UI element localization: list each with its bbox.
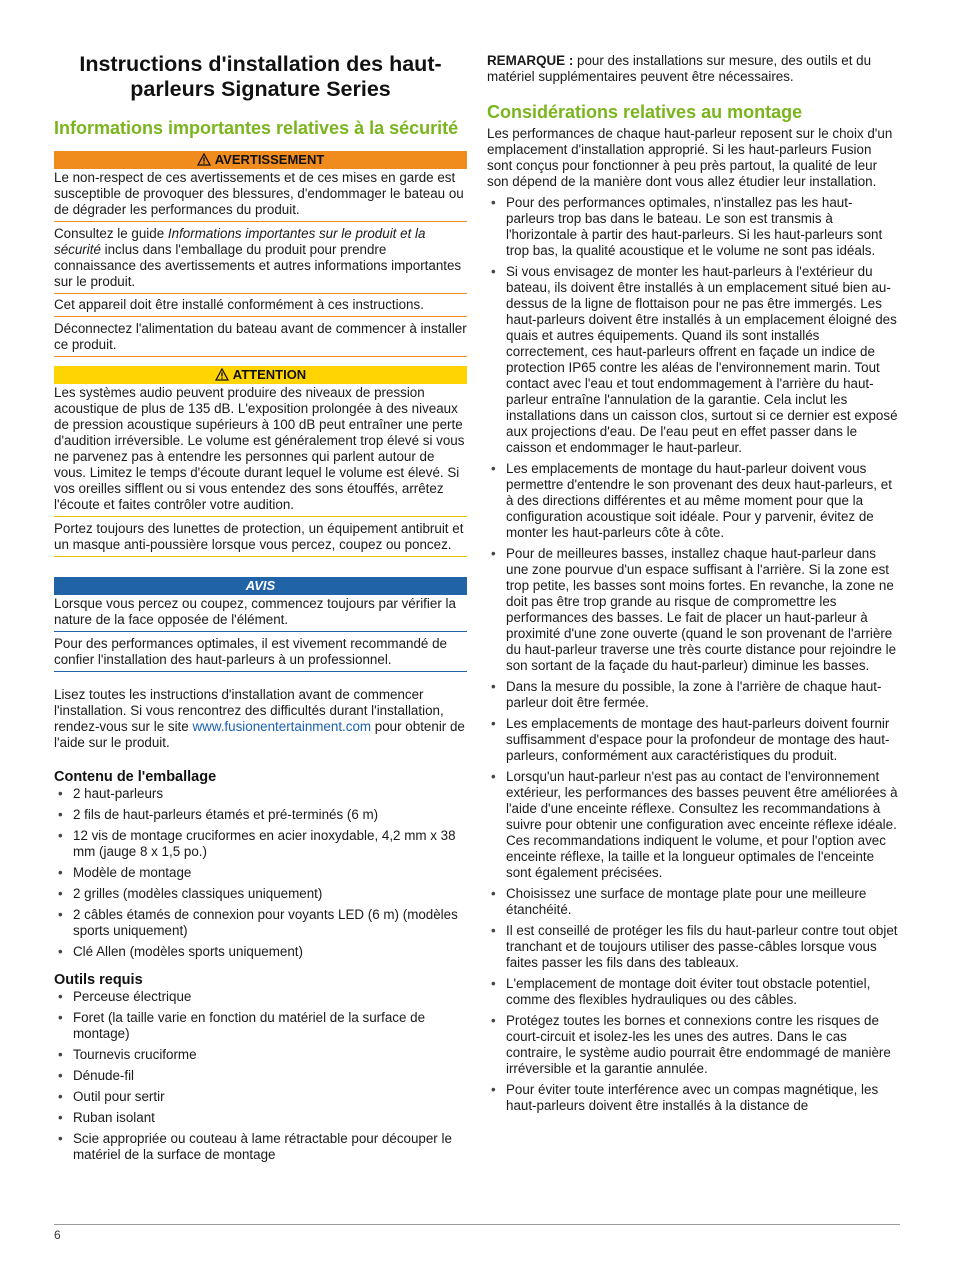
warning-label: AVERTISSEMENT <box>214 152 325 167</box>
remark-label: REMARQUE : <box>487 53 574 68</box>
tools-list <box>54 989 467 1163</box>
list-item: • Pour de meilleures basses, installez chaque haut-parleur dans une zone pourvue d'un espace suffisant à l'arrière. Si la zone est trop petite, les basses sont moins fortes. En revanche, la zone ne doit pas être trop grande au risque de compromettre les performances des basses. Le fait de placer un haut-parleur à proximité d'une zone ouverte (quand le son provenant de l'arrière du haut-parleur traverse une très courte distance pour rejoindre le son sortant de la façade du haut-parleur) diminue les basses. <box>487 546 900 674</box>
notice-bar <box>54 577 467 595</box>
mounting-heading: Considérations relatives au montage <box>487 102 803 122</box>
list-item: • Les emplacements de montage du haut-parleur doivent vous permettre d'entendre le son provenant des deux haut-parleurs, et à des directions différentes et au même moment pour que la configuration acoustique soit idéale. Pour y parvenir, évitez de monter les haut-parleurs côte à côte. <box>487 461 900 541</box>
list-item: • Foret (la taille varie en fonction du matériel de la surface de montage) <box>54 1010 467 1042</box>
page-number: 6 <box>54 1228 61 1242</box>
page-title: Instructions d'installation des haut-parleurs Signature Series <box>79 52 442 101</box>
list-item: • Dénude-fil <box>54 1068 467 1084</box>
list-item: • Outil pour sertir <box>54 1089 467 1105</box>
warning-triangle-icon <box>197 153 211 166</box>
list-item: • Les emplacements de montage des haut-parleurs doivent fournir suffisamment d'espace pour la profondeur de montage des haut-parleurs, conformément aux caractéristiques du produit. <box>487 716 900 764</box>
tools-heading: Outils requis <box>54 972 143 988</box>
list-item: • 2 câbles étamés de connexion pour voyants LED (6 m) (modèles sports uniquement) <box>54 907 467 939</box>
safety-heading: Informations importantes relatives à la sécurité <box>54 118 459 138</box>
list-item: • Lorsqu'un haut-parleur n'est pas au contact de l'environnement extérieur, les performances des basses peuvent être améliorées à l'aide d'une enceinte réflexe. Consultez les recommandations à suivre pour obtenir une configuration avec enceinte réflexe idéale. Ces recommandations indiquent le volume, et pour l'option avec enceinte réflexe, la taille et la longueur optimales de l'enceinte sont également précisées. <box>487 769 900 881</box>
list-item: • 2 fils de haut-parleurs étamés et pré-terminés (6 m) <box>54 807 467 823</box>
safety-section <box>54 118 467 1168</box>
list-item: • Il est conseillé de protéger les fils du haut-parleur contre tout objet tranchant et de toujours utiliser des passe-câbles lorsque vous faites passer les fils dans des tableaux. <box>487 923 900 971</box>
warning-para-3: Déconnectez l'alimentation du bateau avant de commencer à installer ce produit. <box>54 317 467 357</box>
intro-paragraph: Lisez toutes les instructions d'installation avant de commencer l'installation. Si vous rencontrez des difficultés durant l'installation, rendez-vous sur le site www.fusionentertainment.com pour obtenir de l'aide sur le produit. <box>54 687 465 750</box>
caution-label: ATTENTION <box>232 367 307 382</box>
warning-para-2: Cet appareil doit être installé conformément à ces instructions. <box>54 294 467 317</box>
mounting-list <box>487 195 900 1114</box>
notice-para-2: Pour des performances optimales, il est vivement recommandé de confier l'installation des haut-parleurs à un professionnel. <box>54 632 467 672</box>
notice-label: AVIS <box>245 578 276 593</box>
notice-para-1: Lorsque vous percez ou coupez, commencez toujours par vérifier la nature de la face opposée de l'élément. <box>54 595 467 632</box>
warning-bar <box>54 151 467 169</box>
package-list <box>54 786 467 960</box>
mounting-intro: Les performances de chaque haut-parleur reposent sur le choix d'un emplacement d'installation approprié. Si les haut-parleurs Fusion sont conçus pour fonctionner à peu près partout, la qualité de leur son dépend de la manière dont vous allez étudier leur installation. <box>487 126 893 189</box>
warning-para-1: Le non-respect de ces avertissements et de ces mises en garde est susceptible de provoquer des blessures, d'endommager le bateau ou de dégrader les performances du produit. <box>54 169 467 222</box>
list-item: • Si vous envisagez de monter les haut-parleurs à l'extérieur du bateau, ils doivent être installés à un emplacement situé bien au-dessus de la ligne de flottaison pour ne pas être immergés. Les haut-parleurs doivent être installés à un emplacement éloigné des quais et autres équipements. Quand ils sont installés correctement, ces haut-parleurs offrent en façade un indice de protection IP65 contre les aléas de l'environnement marin. Tout contact avec l'eau et tout endommagement à l'arrière du haut-parleur entraîne l'annulation de la garantie. Cela inclut les installations dans un caisson clos, surtout si ce dernier est exposé aux projections d'eau. De l'eau peut en effet passer dans le caisson et endommager le haut-parleur. <box>487 264 900 456</box>
warning-guide-para: Consultez le guide Informations importantes sur le produit et la sécurité inclus dans l'emballage du produit pour prendre connaissance des avertissements et autres informations importantes sur le produit. <box>54 222 467 294</box>
list-item: • Tournevis cruciforme <box>54 1047 467 1063</box>
list-item: • L'emplacement de montage doit éviter tout obstacle potentiel, comme des flexibles hydrauliques ou des câbles. <box>487 976 900 1008</box>
list-item: • Protégez toutes les bornes et connexions contre les risques de court-circuit et isolez-les les unes des autres. Dans le cas contraire, le système audio pourrait être endommagé de manière irréversible et la garantie annulée. <box>487 1013 900 1077</box>
caution-para-2: Portez toujours des lunettes de protection, un équipement antibruit et un masque anti-poussière lorsque vous percez, coupez ou poncez. <box>54 517 467 557</box>
caution-bar <box>54 366 467 384</box>
list-item: • Clé Allen (modèles sports uniquement) <box>54 944 467 960</box>
list-item: • Modèle de montage <box>54 865 467 881</box>
list-item: • 2 grilles (modèles classiques uniquement) <box>54 886 467 902</box>
footer-divider <box>54 1224 900 1225</box>
website-link[interactable]: www.fusionentertainment.com <box>192 719 372 734</box>
package-heading: Contenu de l'emballage <box>54 769 217 785</box>
list-item: • 12 vis de montage cruciformes en acier inoxydable, 4,2 mm x 38 mm (jauge 8 x 1,5 po.) <box>54 828 467 860</box>
list-item: • Perceuse électrique <box>54 989 467 1005</box>
list-item: • Scie appropriée ou couteau à lame rétractable pour découper le matériel de la surface de montage <box>54 1131 467 1163</box>
list-item: • Pour des performances optimales, n'installez pas les haut-parleurs trop bas dans le bateau. Le son est transmis à l'horizontale à partir des haut-parleurs. Si les haut-parleurs sont trop bas, la qualité acoustique et le volume ne sont pas idéals. <box>487 195 900 259</box>
remark-paragraph: REMARQUE : pour des installations sur mesure, des outils et du matériel supplémentaires peuvent être nécessaires. <box>487 53 872 84</box>
caution-para-1: Les systèmes audio peuvent produire des niveaux de pression acoustique de plus de 135 dB. L'exposition prolongée à des niveaux de pression acoustique supérieurs à 100 dB peut entraîner une perte d'audition irréversible. Le volume est généralement trop élevé si vous ne parvenez pas à entendre les personnes qui parlent autour de vous. Limitez le temps d'écoute durant lequel le volume est élevé. Si vos oreilles sifflent ou si vous entendez des sons étouffés, arrêtez l'écoute et faites contrôler votre audition. <box>54 384 467 517</box>
list-item: • Choisissez une surface de montage plate pour une meilleure étanchéité. <box>487 886 900 918</box>
list-item: • Ruban isolant <box>54 1110 467 1126</box>
guide-title: Informations importantes sur le produit et la sécurité <box>54 226 426 257</box>
list-item: • Pour éviter toute interférence avec un compas magnétique, les haut-parleurs doivent être installés à la distance de <box>487 1082 900 1114</box>
caution-triangle-icon <box>215 368 229 381</box>
list-item: • Dans la mesure du possible, la zone à l'arrière de chaque haut-parleur doit être fermée. <box>487 679 900 711</box>
list-item: • 2 haut-parleurs <box>54 786 467 802</box>
